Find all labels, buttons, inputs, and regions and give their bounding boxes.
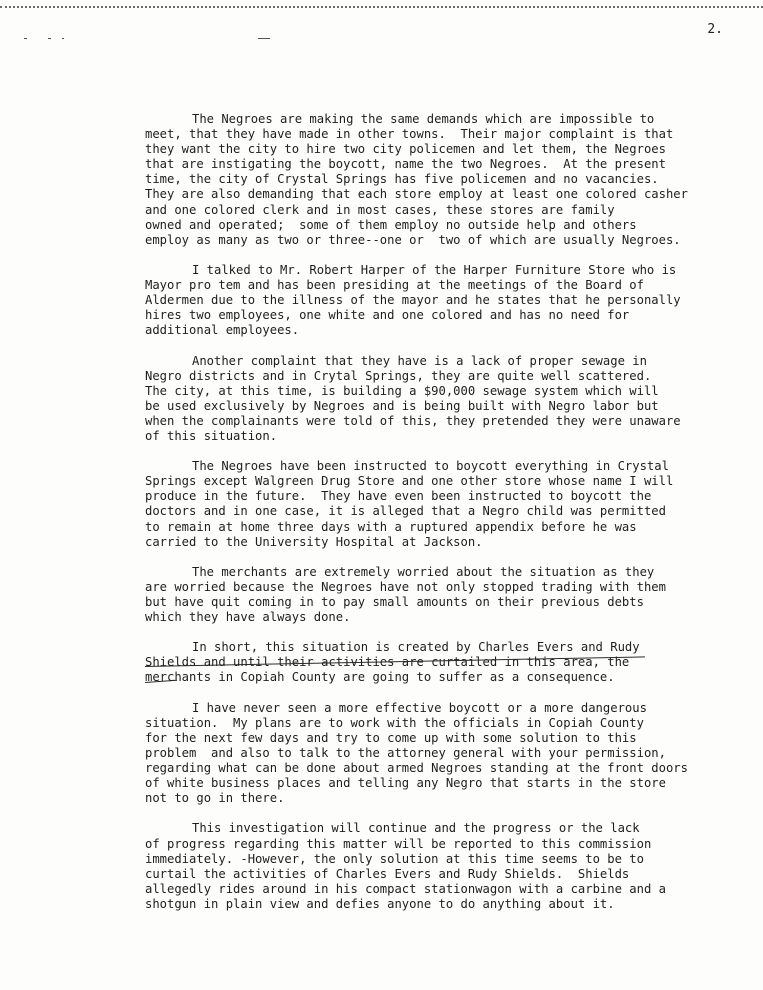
- paragraph: [145, 565, 745, 625]
- text-line: which they have always done.: [145, 610, 351, 625]
- text-line: They are also demanding that each store employ at least one colored casher: [145, 187, 688, 202]
- text-line: The merchants are extremely worried about the situation as they: [192, 564, 655, 579]
- text-line: regarding what can be done about armed Negroes standing at the front doors: [145, 761, 688, 776]
- paragraph: [145, 701, 745, 807]
- paragraph: [145, 640, 745, 685]
- text-line: they want the city to hire two city policemen and let them, the Negroes: [145, 142, 666, 157]
- page-number: 2.: [707, 22, 723, 37]
- text-line: allegedly rides around in his compact stationwagon with a carbine and a: [145, 881, 666, 896]
- paragraph: [145, 112, 745, 248]
- text-line: of progress regarding this matter will be reported to this commission: [145, 836, 652, 851]
- text-line: The Negroes are making the same demands which are impossible to: [192, 112, 655, 126]
- text-line: are worried because the Negroes have not only stopped trading with them: [145, 579, 666, 594]
- letter-body: [145, 112, 745, 927]
- text-line: I talked to Mr. Robert Harper of the Harper Furniture Store who is: [192, 262, 677, 277]
- text-line: to remain at home three days with a ruptured appendix before he was: [145, 519, 637, 534]
- text-line: Aldermen due to the illness of the mayor and he states that he personally: [145, 293, 681, 308]
- text-line: that are instigating the boycott, name the two Negroes. At the present: [145, 157, 666, 172]
- scan-mark: [258, 38, 270, 39]
- scan-mark: [24, 38, 27, 39]
- text-line: Another complaint that they have is a lack of proper sewage in: [192, 353, 647, 368]
- text-line: meet, that they have made in other towns. Their major complaint is that: [145, 127, 674, 142]
- text-line: merchants in Copiah County are going to suffer as a consequence.: [145, 670, 615, 685]
- text-line: but have quit coming in to pay small amounts on their previous debts: [145, 595, 644, 609]
- text-line: shotgun in plain view and defies anyone to do anything about it.: [145, 896, 615, 911]
- text-line: additional employees.: [145, 323, 300, 338]
- text-line: produce in the future. They have even been instructed to boycott the: [145, 489, 652, 504]
- text-line: situation. My plans are to work with the officials in Copiah County: [145, 715, 644, 730]
- scan-mark: [62, 38, 64, 39]
- paragraph: [145, 263, 745, 338]
- text-line: The city, at this time, is building a $90,000 sewage system which will: [145, 383, 659, 398]
- text-line: I have never seen a more effective boycott or a more dangerous: [192, 700, 647, 715]
- text-line: and one colored clerk and in most cases, these stores are family: [145, 202, 615, 217]
- paragraph: [145, 821, 745, 912]
- page-top-edge: [0, 6, 763, 8]
- text-line: be used exclusively by Negroes and is being built with Negro labor but: [145, 398, 659, 413]
- text-line: when the complainants were told of this, they pretended they were unaware: [145, 413, 681, 428]
- text-line: Springs except Walgreen Drug Store and one other store whose name I will: [145, 474, 674, 489]
- text-line: Shields and until their activities are curtailed in this area, the: [145, 655, 630, 670]
- text-line: for the next few days and try to come up with some solution to this: [145, 730, 637, 745]
- text-line: Mayor pro tem and has been presiding at the meetings of the Board of: [145, 278, 644, 293]
- text-line: employ as many as two or three--one or two of which are usually Negroes.: [145, 232, 681, 247]
- text-line: problem and also to talk to the attorney general with your permission,: [145, 745, 666, 760]
- text-line: curtail the activities of Charles Evers and Rudy Shields. Shields: [145, 866, 630, 881]
- text-line: immediately. -However, the only solution at this time seems to be to: [145, 851, 644, 866]
- text-line: In short, this situation is created by Charles Evers and Rudy: [192, 640, 640, 655]
- text-line: hires two employees, one white and one colored and has no need for: [145, 308, 630, 323]
- paragraph: [145, 459, 745, 550]
- text-line: Negro districts and in Crytal Springs, they are quite well scattered.: [145, 368, 652, 383]
- text-line: of this situation.: [145, 428, 278, 443]
- text-line: The Negroes have been instructed to boycott everything in Crystal: [192, 459, 669, 474]
- text-line: This investigation will continue and the progress or the lack: [192, 821, 640, 836]
- text-line: carried to the University Hospital at Jackson.: [145, 534, 483, 549]
- paragraph: [145, 354, 745, 445]
- text-line: doctors and in one case, it is alleged that a Negro child was permitted: [145, 504, 666, 519]
- text-line: not to go in there.: [145, 791, 285, 806]
- text-line: time, the city of Crystal Springs has five policemen and no vacancies.: [145, 172, 659, 187]
- text-line: of white business places and telling any Negro that starts in the store: [145, 776, 666, 791]
- text-line: owned and operated; some of them employ no outside help and others: [145, 217, 637, 232]
- scan-mark: [48, 38, 51, 39]
